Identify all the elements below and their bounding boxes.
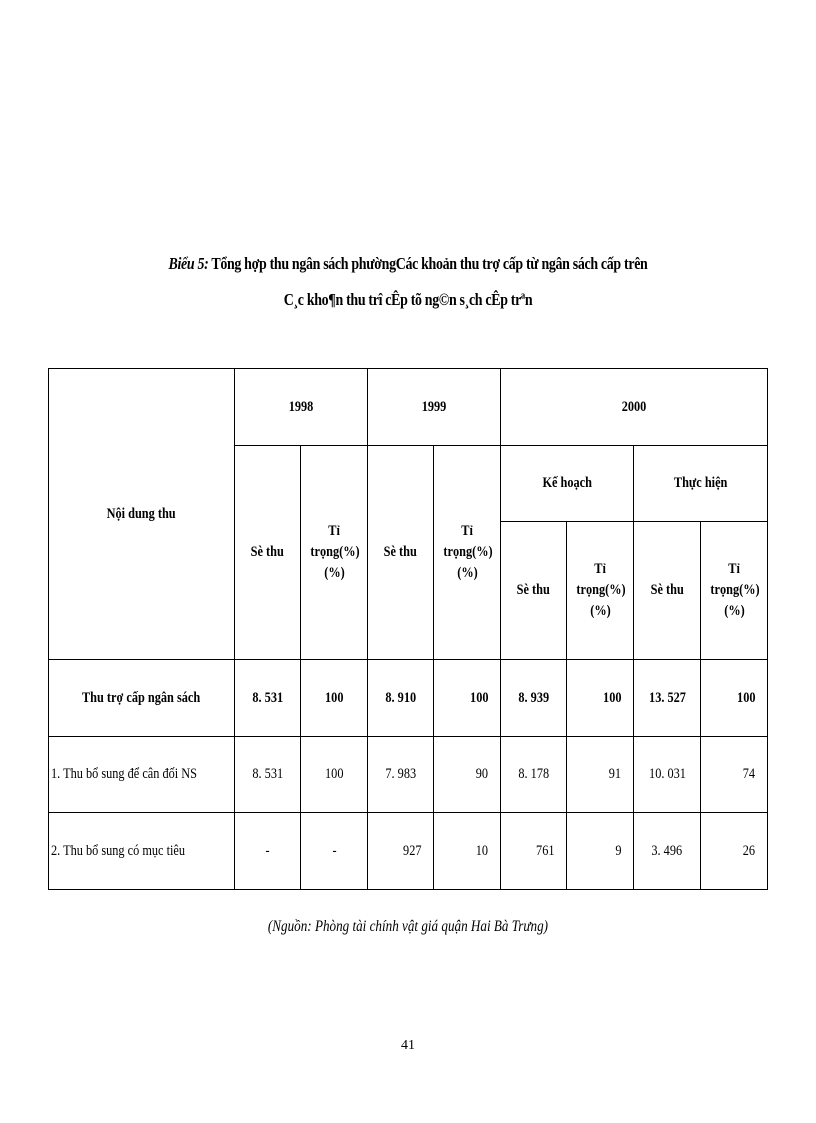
cell-plan-share: 100 — [567, 660, 634, 737]
header-actual: Thực hiện — [634, 446, 768, 522]
row-label: Thu trợ cấp ngân sách — [49, 660, 235, 737]
cell-1998-share: 100 — [301, 737, 368, 813]
header-plan-share: Tỉ trọng(%) (%) — [567, 522, 634, 660]
row-label: 1. Thu bổ sung để cân đối NS — [49, 737, 235, 813]
header-actual-amount: Sè thu — [634, 522, 701, 660]
row-label: 2. Thu bổ sung có mục tiêu — [49, 813, 235, 890]
cell-1998-amount: - — [235, 813, 301, 890]
cell-plan-share: 91 — [567, 737, 634, 813]
cell-plan-amount: 8. 939 — [501, 660, 567, 737]
cell-1998-share: - — [301, 813, 368, 890]
table-row-balance — [49, 737, 768, 813]
header-1999-share: Tỉ trọng(%) (%) — [434, 446, 501, 660]
cell-1999-amount: 927 — [368, 813, 434, 890]
cell-1998-amount: 8. 531 — [235, 737, 301, 813]
cell-plan-share: 9 — [567, 813, 634, 890]
caption-lead: Biểu 5: — [168, 254, 209, 273]
table-row-total — [49, 660, 768, 737]
cell-actual-amount: 13. 527 — [634, 660, 701, 737]
cell-actual-share: 74 — [701, 737, 768, 813]
header-1999-amount: Sè thu — [368, 446, 434, 660]
cell-1998-amount: 8. 531 — [235, 660, 301, 737]
table-caption — [73, 254, 742, 274]
caption-line-2: C¸c kho¶n thu trî cÊp tõ ng©n s¸ch cÊp trªn — [283, 290, 533, 309]
source-note: (Nguồn: Phòng tài chính vật giá quận Hai Bà Trưng) — [267, 918, 549, 935]
header-actual-share: Tỉ trọng(%) (%) — [701, 522, 768, 660]
page-number: 41 — [401, 1038, 415, 1053]
header-1998-share: Tỉ trọng(%) (%) — [301, 446, 368, 660]
header-plan-amount: Sè thu — [501, 522, 567, 660]
header-plan: Kế hoạch — [501, 446, 634, 522]
cell-1998-share: 100 — [301, 660, 368, 737]
cell-1999-share: 10 — [434, 813, 501, 890]
cell-actual-share: 26 — [701, 813, 768, 890]
cell-1999-share: 100 — [434, 660, 501, 737]
header-content: Nội dung thu — [49, 369, 235, 660]
cell-actual-amount: 3. 496 — [634, 813, 701, 890]
budget-table — [48, 368, 768, 890]
table-row-targeted — [49, 813, 768, 890]
cell-1999-amount: 7. 983 — [368, 737, 434, 813]
header-year-2000: 2000 — [501, 369, 768, 446]
cell-1999-share: 90 — [434, 737, 501, 813]
header-1998-amount: Sè thu — [235, 446, 301, 660]
cell-1999-amount: 8. 910 — [368, 660, 434, 737]
cell-plan-amount: 761 — [501, 813, 567, 890]
caption-title: Tổng hợp thu ngân sách phườngCác khoản thu trợ cấp từ ngân sách cấp trên — [208, 254, 648, 273]
cell-actual-share: 100 — [701, 660, 768, 737]
cell-actual-amount: 10. 031 — [634, 737, 701, 813]
cell-plan-amount: 8. 178 — [501, 737, 567, 813]
header-year-1998: 1998 — [235, 369, 368, 446]
header-year-1999: 1999 — [368, 369, 501, 446]
